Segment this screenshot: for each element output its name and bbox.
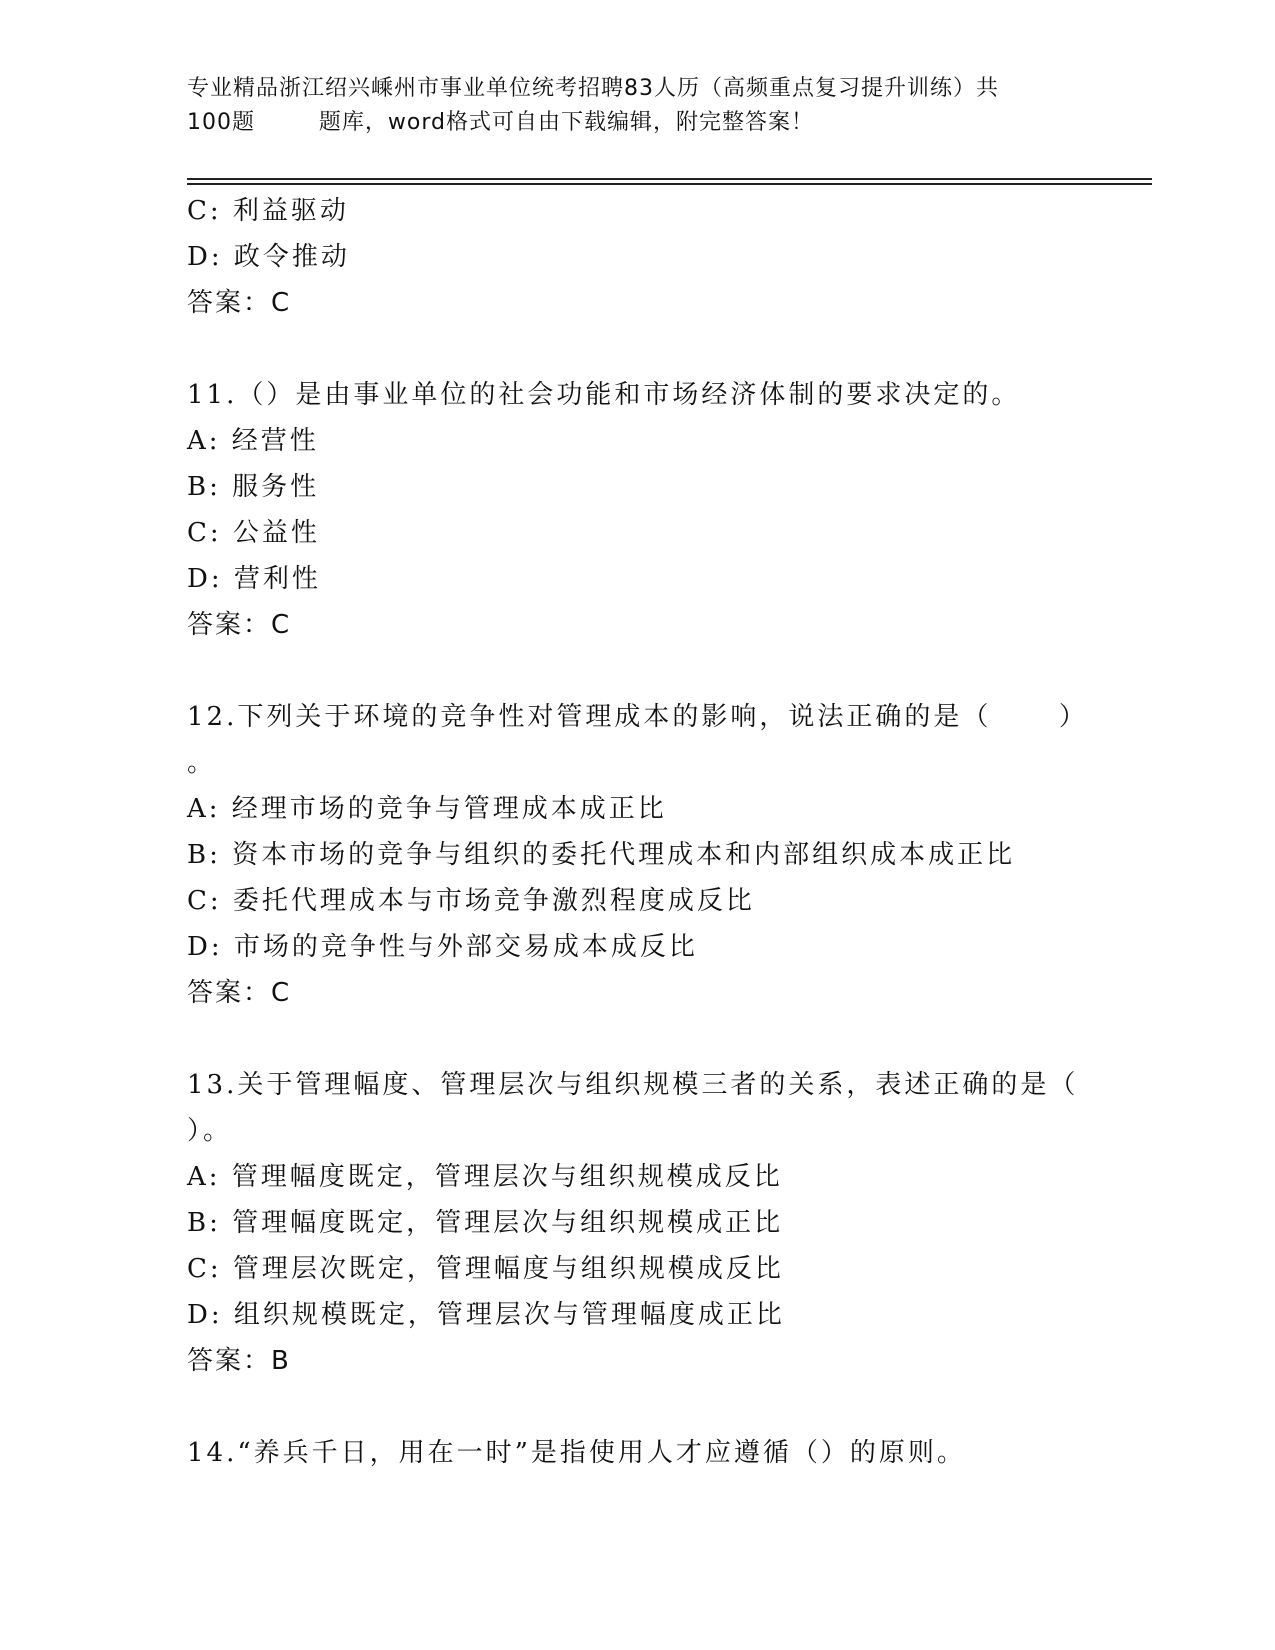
- option-b: B: 管理幅度既定，管理层次与组织规模成正比: [187, 1208, 784, 1238]
- answer-line: 答案：C: [187, 978, 292, 1008]
- question-block-10-tail: [187, 188, 1087, 326]
- spacer: [187, 1016, 1087, 1062]
- option-b: B: 服务性: [187, 472, 320, 502]
- answer-line: 答案：B: [187, 1346, 291, 1376]
- question-stem: 12.下列关于环境的竞争性对管理成本的影响，说法正确的是（ ）: [187, 702, 1088, 732]
- spacer: [187, 326, 1087, 372]
- option-d: D: 营利性: [187, 564, 321, 594]
- header-title-line-1: 专业精品浙江绍兴嵊州市事业单位统考招聘83人历（高频重点复习提升训练）共: [187, 76, 999, 101]
- question-block-11: [187, 372, 1087, 648]
- option-c: C: 管理层次既定，管理幅度与组织规模成反比: [187, 1254, 784, 1284]
- question-stem-continuation: ）。: [187, 1116, 233, 1146]
- answer-line: 答案：C: [187, 288, 292, 318]
- option-b: B: 资本市场的竞争与组织的委托代理成本和内部组织成本成正比: [187, 840, 1016, 870]
- header-title-line-2: 100题 题库，word格式可自由下载编辑，附完整答案！: [187, 110, 815, 135]
- question-block-14: [187, 1430, 1087, 1476]
- option-a: A: 管理幅度既定，管理层次与组织规模成反比: [187, 1162, 783, 1192]
- spacer: [187, 648, 1087, 694]
- option-d: D: 市场的竞争性与外部交易成本成反比: [187, 932, 698, 962]
- header-divider-bottom: [187, 183, 1152, 185]
- document-content: [187, 188, 1087, 1476]
- header-divider-top: [187, 178, 1152, 180]
- option-c: C: 利益驱动: [187, 196, 349, 226]
- option-d: D: 政令推动: [187, 242, 350, 272]
- option-a: A: 经理市场的竞争与管理成本成正比: [187, 794, 667, 824]
- answer-line: 答案：C: [187, 610, 292, 640]
- option-c: C: 委托代理成本与市场竞争激烈程度成反比: [187, 886, 755, 916]
- question-stem: 11.（）是由事业单位的社会功能和市场经济体制的要求决定的。: [187, 380, 1021, 410]
- spacer: [187, 1384, 1087, 1430]
- question-block-12: [187, 694, 1087, 1016]
- document-header: [187, 72, 1087, 140]
- option-d: D: 组织规模既定，管理层次与管理幅度成正比: [187, 1300, 785, 1330]
- question-stem: 14.“养兵千日，用在一时”是指使用人才应遵循（）的原则。: [187, 1438, 966, 1468]
- option-c: C: 公益性: [187, 518, 320, 548]
- question-block-13: [187, 1062, 1087, 1384]
- option-a: A: 经营性: [187, 426, 319, 456]
- question-stem-continuation: 。: [187, 748, 217, 778]
- question-stem: 13.关于管理幅度、管理层次与组织规模三者的关系，表述正确的是（: [187, 1070, 1079, 1100]
